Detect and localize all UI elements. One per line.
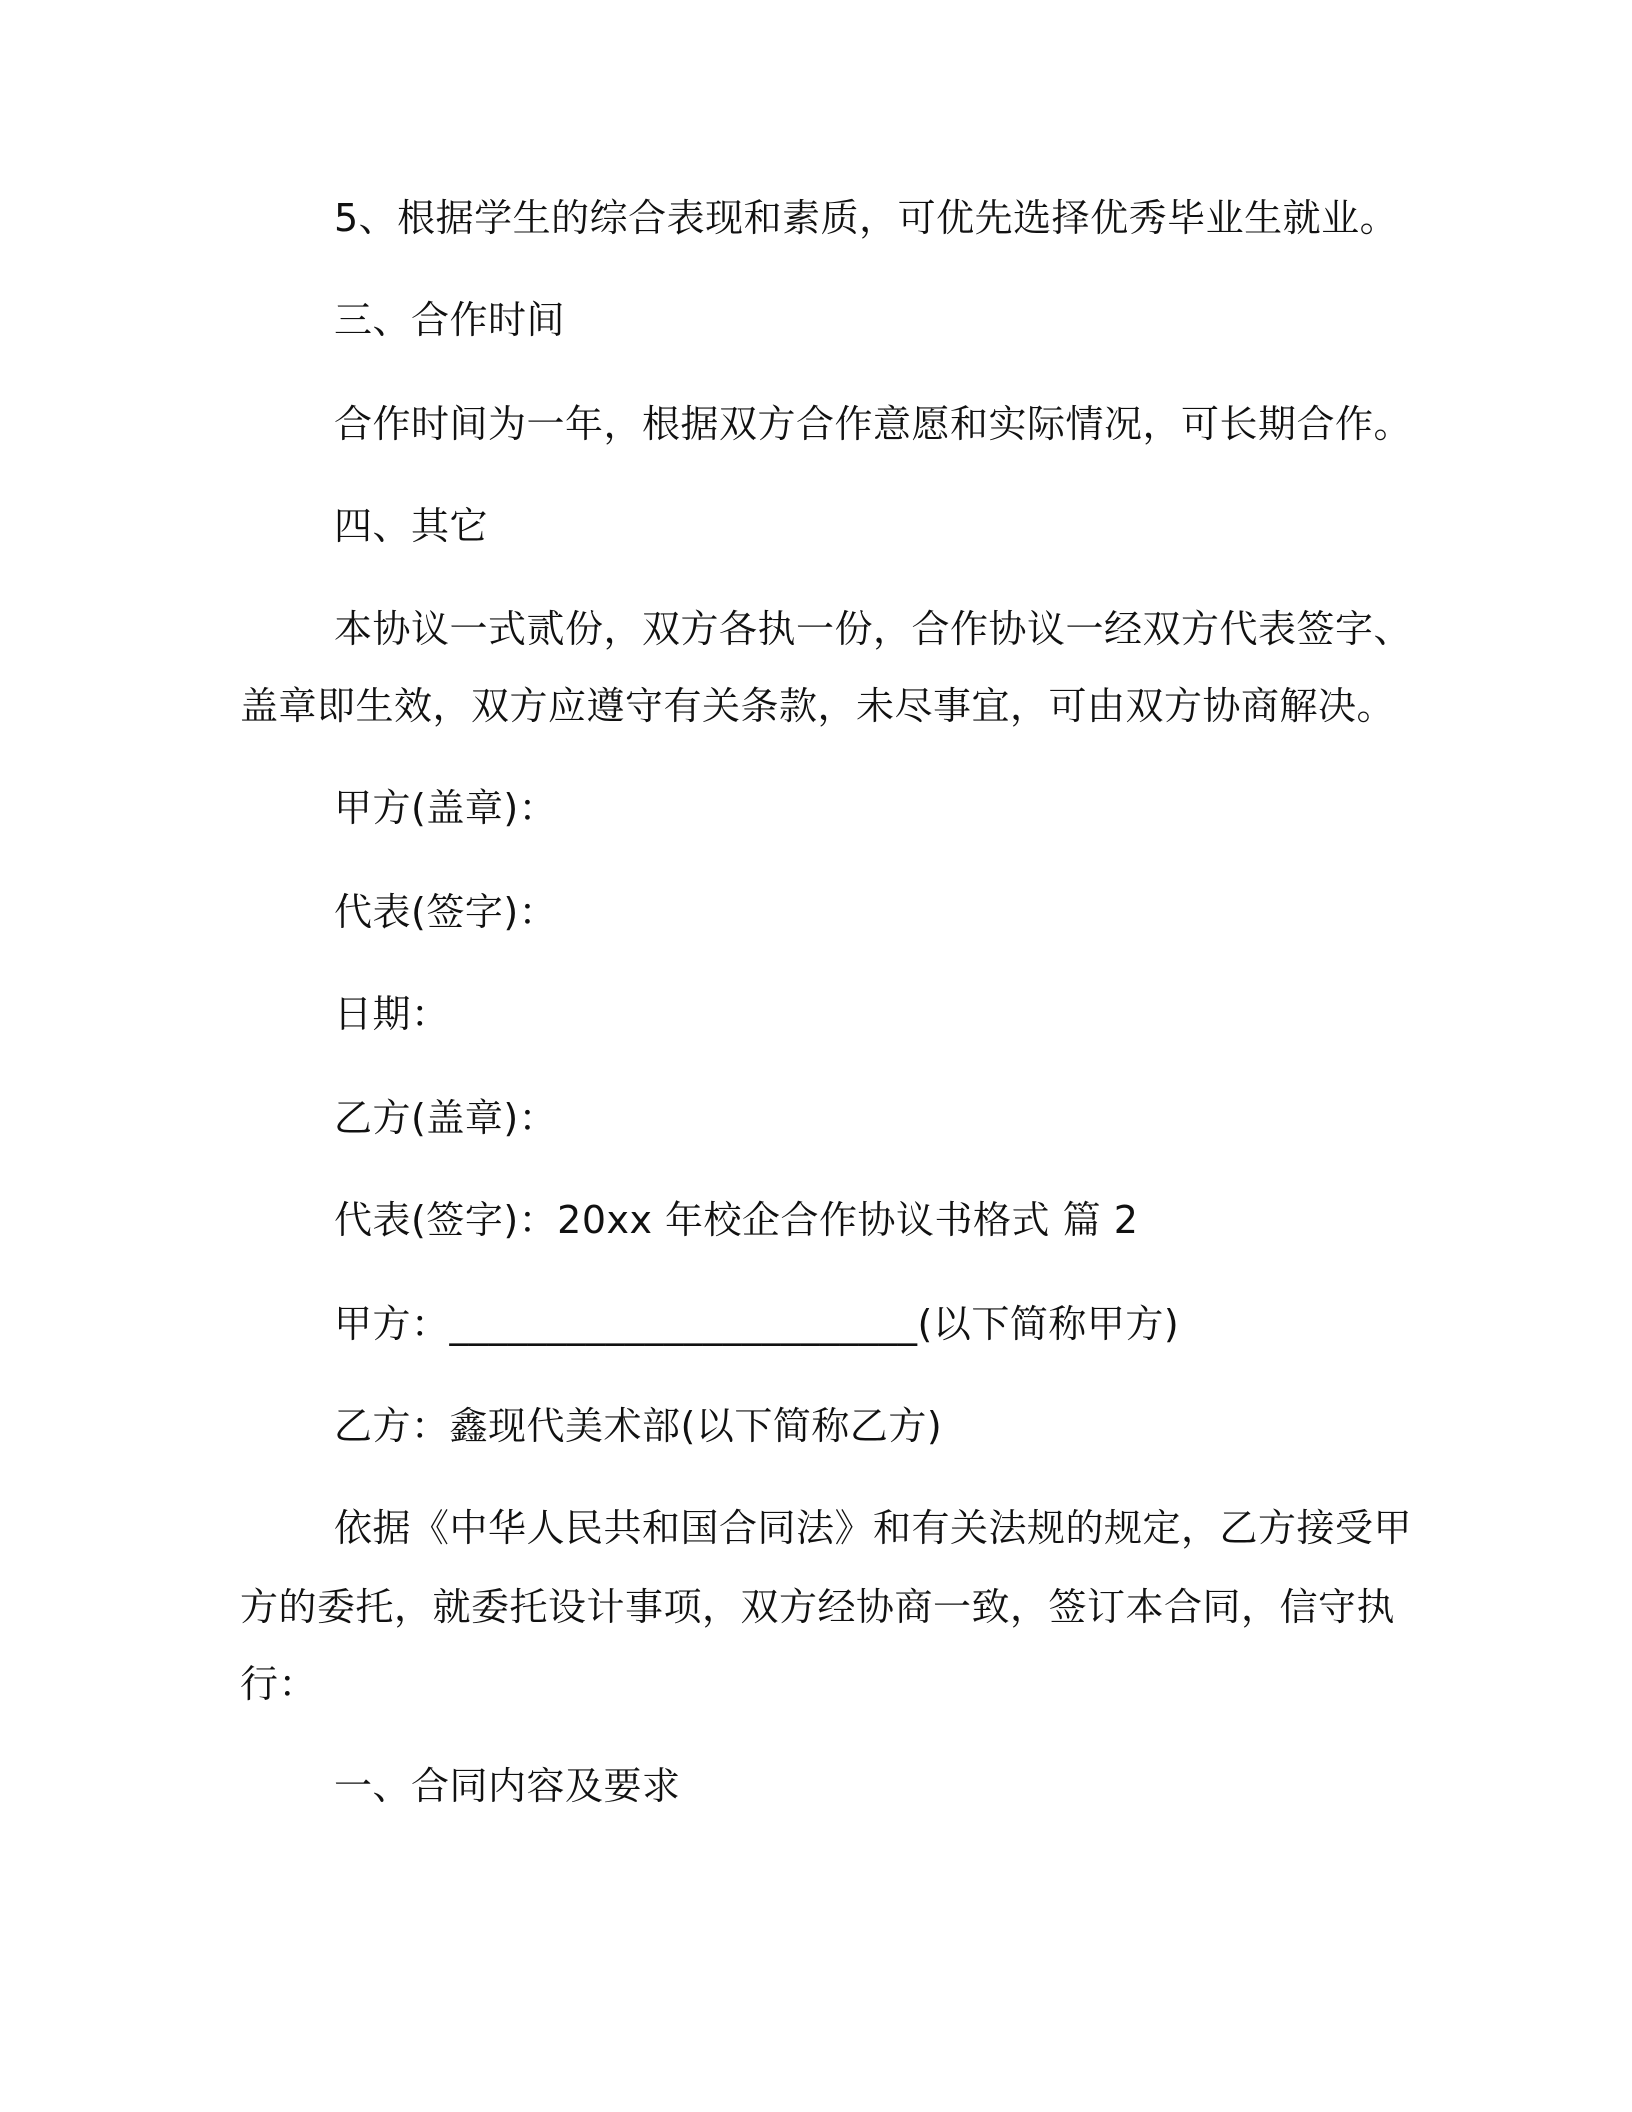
paragraph-line: 5、根据学生的综合表现和素质，可优先选择优秀毕业生就业。 <box>334 196 1399 240</box>
paragraph-line: 盖章即生效，双方应遵守有关条款，未尽事宜，可由双方协商解决。 <box>240 684 1396 728</box>
paragraph-line: 本协议一式贰份，双方各执一份，合作协议一经双方代表签字、 <box>334 607 1413 651</box>
party-line: 甲方：________________________(以下简称甲方) <box>334 1302 1180 1346</box>
paragraph-line: 依据《中华人民共和国合同法》和有关法规的规定，乙方接受甲 <box>334 1506 1413 1550</box>
signature-field: 乙方(盖章)： <box>334 1096 558 1140</box>
signature-field: 代表(签字)：20xx 年校企合作协议书格式 篇 2 <box>334 1198 1139 1242</box>
paragraph-line: 行： <box>240 1662 318 1706</box>
signature-field: 代表(签字)： <box>334 890 558 934</box>
paragraph-line: 合作时间为一年，根据双方合作意愿和实际情况，可长期合作。 <box>334 402 1413 446</box>
party-line: 乙方：鑫现代美术部(以下简称乙方) <box>334 1404 943 1448</box>
section-heading: 四、其它 <box>334 504 489 548</box>
paragraph-line: 方的委托，就委托设计事项，双方经协商一致，签订本合同，信守执 <box>240 1585 1396 1629</box>
section-heading: 三、合作时间 <box>334 298 566 342</box>
section-heading: 一、合同内容及要求 <box>334 1764 681 1808</box>
signature-field: 甲方(盖章)： <box>334 786 558 830</box>
date-field: 日期： <box>334 992 450 1036</box>
